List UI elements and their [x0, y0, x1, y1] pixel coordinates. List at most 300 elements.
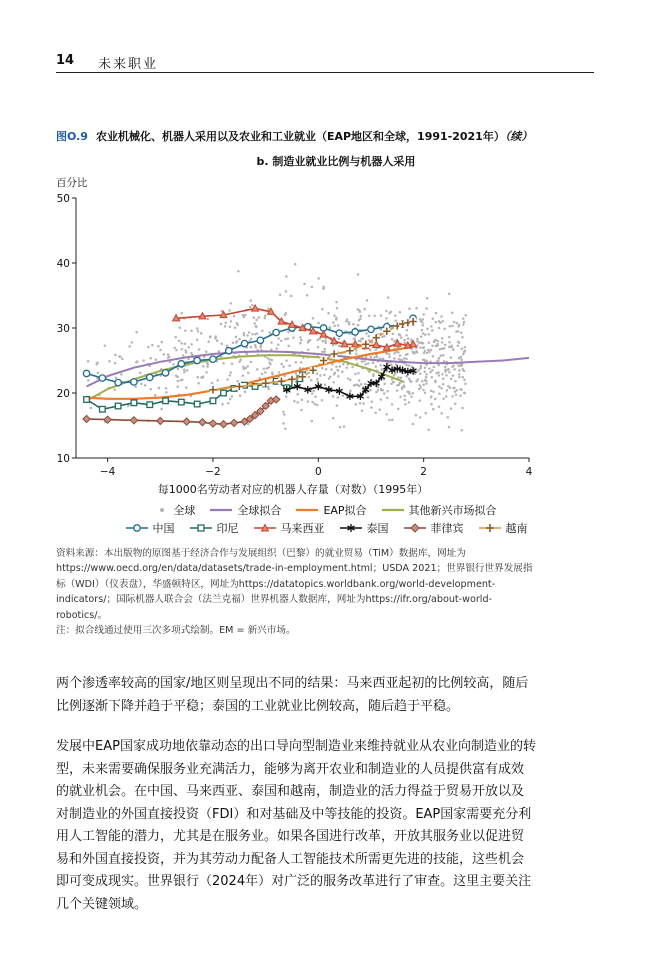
- global-point: [431, 345, 434, 348]
- global-point: [453, 321, 456, 324]
- global-point: [227, 402, 230, 405]
- figure-continued: （续）: [504, 130, 533, 143]
- global-point: [422, 384, 425, 387]
- global-point: [435, 312, 438, 315]
- global-point: [442, 378, 445, 381]
- global-point: [457, 345, 460, 348]
- global-point: [431, 329, 434, 332]
- china-point: [147, 374, 153, 380]
- china-point: [194, 357, 200, 363]
- global-point: [221, 342, 224, 345]
- legend-label-indonesia: 印尼: [216, 522, 239, 535]
- global-point: [400, 336, 403, 339]
- global-point: [114, 354, 117, 357]
- global-point: [421, 329, 424, 332]
- global-point: [317, 277, 320, 280]
- global-point: [284, 314, 287, 317]
- global-point: [244, 367, 247, 370]
- global-point: [231, 362, 234, 365]
- global-point: [342, 395, 345, 398]
- global-point: [246, 365, 249, 368]
- global-point: [430, 349, 433, 352]
- global-point: [419, 341, 422, 344]
- scatter-chart: [56, 190, 556, 500]
- global-point: [438, 374, 441, 377]
- global-point: [324, 340, 327, 343]
- figure-subtitle: b. 制造业就业比例与机器人采用: [256, 155, 416, 168]
- global-point: [196, 376, 199, 379]
- global-point: [416, 338, 419, 341]
- global-point: [426, 327, 429, 330]
- global-point: [323, 348, 326, 351]
- global-point: [371, 400, 374, 403]
- global-point: [201, 376, 204, 379]
- global-point: [454, 402, 457, 405]
- global-point: [178, 340, 181, 343]
- global-point: [256, 332, 259, 335]
- global-point: [437, 359, 440, 362]
- indonesia-point: [131, 400, 137, 406]
- global-point: [321, 308, 324, 311]
- global-point: [370, 406, 373, 409]
- global-point: [328, 377, 331, 380]
- global-point: [357, 372, 360, 375]
- global-point: [267, 308, 270, 311]
- global-point: [236, 322, 239, 325]
- global-point: [327, 312, 330, 315]
- global-point: [325, 368, 328, 371]
- global-point: [461, 336, 464, 339]
- global-point: [230, 320, 233, 323]
- global-point: [285, 290, 288, 293]
- global-point: [160, 341, 163, 344]
- global-point: [280, 363, 283, 366]
- global-point: [438, 357, 441, 360]
- global-point: [442, 354, 445, 357]
- legend-item-china: [125, 520, 175, 536]
- global-point: [306, 294, 309, 297]
- legend-item-vietnam: [478, 520, 528, 536]
- china-line: [87, 318, 414, 382]
- global-point: [405, 364, 408, 367]
- body-paragraph-2: 发展中EAP国家成功地依靠动态的出口导向型制造业来维持就业从农业向制造业的转型，未来需要确保服务业充满活力，能够为离开农业和制造业的人员提供富有成效的就业机会。在中国、马来西亚、泰国和越南，制造业的活力得益于贸易开放以及对制造业的外国直接投资（FDI）和对基础及中等技能的投资。EAP国家需要充分利用人工智能的潜力，尤其是在服务业。如果各国进行改革，开放其服务业以促进贸易和外国直接投资，并为其劳动力配备人工智能技术所需更先进的技能，这些机会即可变成现实。世界银行（2024年）对广泛的服务改革进行了审查。这里主要关注几个关键领域。: [56, 739, 536, 912]
- global-point: [362, 337, 365, 340]
- global-point: [200, 332, 203, 335]
- global-point: [372, 362, 375, 365]
- legend-item-thailand: [339, 520, 389, 536]
- global-point: [317, 346, 320, 349]
- global-fit-line-icon: [209, 505, 233, 515]
- global-point: [175, 349, 178, 352]
- global-point: [459, 394, 462, 397]
- running-title: 未来职业: [98, 57, 159, 72]
- global-point: [277, 343, 280, 346]
- global-point: [422, 324, 425, 327]
- global-point: [368, 315, 371, 318]
- global-point: [321, 367, 324, 370]
- legend-item-global-fit: [209, 502, 281, 518]
- global-point: [406, 329, 409, 332]
- figure-notes: [56, 546, 534, 638]
- global-point: [183, 368, 186, 371]
- china-point: [352, 329, 358, 335]
- x-tick-label: −2: [205, 466, 221, 478]
- legend-label-eap-fit: EAP拟合: [323, 504, 367, 517]
- global-point: [323, 350, 326, 353]
- global-point: [391, 338, 394, 341]
- global-point: [452, 387, 455, 390]
- global-point: [232, 342, 235, 345]
- global-point: [319, 374, 322, 377]
- china-point: [368, 326, 374, 332]
- global-point: [142, 359, 145, 362]
- global-point: [311, 286, 314, 289]
- global-point: [231, 395, 234, 398]
- global-point: [448, 371, 451, 374]
- global-point: [159, 349, 162, 352]
- y-tick-label: 20: [56, 388, 70, 400]
- global-point: [415, 380, 418, 383]
- china-point: [210, 356, 216, 362]
- global-point: [207, 363, 210, 366]
- figure-label: 图O.9: [56, 130, 88, 143]
- global-point: [385, 413, 388, 416]
- vietnam-marker-icon: [478, 523, 502, 533]
- global-point: [421, 380, 424, 383]
- global-point: [251, 304, 254, 307]
- legend-label-global: 全球: [173, 504, 196, 517]
- global-point: [264, 317, 267, 320]
- global-point: [184, 329, 187, 332]
- global-point: [177, 368, 180, 371]
- global-point: [431, 376, 434, 379]
- global-point: [149, 388, 152, 391]
- global-point: [198, 348, 201, 351]
- x-tick-label: 4: [525, 466, 533, 478]
- global-point: [390, 311, 393, 314]
- global-point: [456, 322, 459, 325]
- global-point: [444, 344, 447, 347]
- global-point: [415, 307, 418, 310]
- global-point: [460, 356, 463, 359]
- global-point: [445, 374, 448, 377]
- global-point: [407, 337, 410, 340]
- source-note: 资料来源：本出版物的原图基于经济合作与发展组织（巴黎）的就业贸易（TiM）数据库，网址为https://www.oecd.org/en/data/datasets/trade-in-employment.html；USDA 2021；世界银行世界发展指标（WDI）（仪表盘），华盛顿特区，网址为https://datatopics.worldbank.org/world-development-indicators/；国际机器人联合会（法兰克福）世界机器人数据库，网址为https://ifr.org/about-world-robotics/。: [56, 548, 533, 621]
- global-point: [408, 364, 411, 367]
- global-point: [379, 408, 382, 411]
- global-point: [134, 385, 137, 388]
- legend-row-1: [56, 502, 596, 518]
- global-point: [339, 345, 342, 348]
- global-point: [229, 398, 232, 401]
- global-point: [451, 346, 454, 349]
- global-point: [157, 345, 160, 348]
- global-point: [450, 407, 453, 410]
- global-point: [442, 383, 445, 386]
- global-point: [386, 397, 389, 400]
- global-point: [375, 365, 378, 368]
- indonesia-point: [163, 398, 169, 404]
- global-point: [396, 389, 399, 392]
- global-point: [388, 419, 391, 422]
- global-point: [441, 347, 444, 350]
- global-point: [408, 401, 411, 404]
- global-point: [461, 348, 464, 351]
- global-point: [453, 368, 456, 371]
- global-point: [451, 325, 454, 328]
- global-point: [438, 385, 441, 388]
- global-point: [104, 345, 107, 348]
- figure-title: [56, 128, 532, 144]
- global-point: [285, 275, 288, 278]
- global-point: [440, 315, 443, 318]
- global-point: [174, 347, 177, 350]
- global-point: [431, 369, 434, 372]
- global-point: [229, 371, 232, 374]
- global-point: [155, 358, 158, 361]
- header-rule: [56, 72, 594, 73]
- global-point: [268, 366, 271, 369]
- global-point: [190, 343, 193, 346]
- indonesia-point: [179, 399, 185, 405]
- philippines-point: [209, 420, 216, 427]
- global-point: [450, 356, 453, 359]
- global-point: [444, 371, 447, 374]
- global-point: [434, 398, 437, 401]
- global-point: [332, 417, 335, 420]
- global-point: [419, 367, 422, 370]
- global-point: [181, 348, 184, 351]
- global-point: [416, 351, 419, 354]
- malaysia-marker-icon: [253, 523, 277, 533]
- philippines-point: [230, 419, 237, 426]
- global-point: [425, 376, 428, 379]
- global-point: [435, 372, 438, 375]
- global-point: [333, 314, 336, 317]
- global-point: [363, 308, 366, 311]
- global-point: [282, 422, 285, 425]
- global-point: [451, 312, 454, 315]
- global-point: [440, 387, 443, 390]
- global-point: [97, 372, 100, 375]
- global-point: [268, 388, 271, 391]
- global-point: [184, 349, 187, 352]
- global-point: [250, 338, 253, 341]
- global-point: [87, 379, 90, 382]
- global-point: [279, 294, 282, 297]
- global-point: [229, 326, 232, 329]
- global-point: [209, 336, 212, 339]
- global-point: [264, 371, 267, 374]
- global-point: [405, 375, 408, 378]
- global-point: [367, 335, 370, 338]
- body-paragraph-1: 两个渗透率较高的国家/地区则呈现出不同的结果：马来西亚起初的比例较高，随后比例逐渐下降并趋于平稳；泰国的工业就业比例较高，随后趋于平稳。: [56, 676, 529, 714]
- page-number: 14: [56, 53, 75, 68]
- global-point: [445, 395, 448, 398]
- global-point: [448, 346, 451, 349]
- global-point: [183, 371, 186, 374]
- global-point: [427, 428, 430, 431]
- global-point: [301, 399, 304, 402]
- global-point: [460, 331, 463, 334]
- global-point: [352, 323, 355, 326]
- global-point: [464, 383, 467, 386]
- global-point: [175, 375, 178, 378]
- global-point: [399, 396, 402, 399]
- global-point: [377, 389, 380, 392]
- global-point: [447, 416, 450, 419]
- global-point: [307, 400, 310, 403]
- global-point: [244, 390, 247, 393]
- global-point: [367, 396, 370, 399]
- global-point: [351, 366, 354, 369]
- global-point: [253, 322, 256, 325]
- global-point: [458, 365, 461, 368]
- global-point: [342, 363, 345, 366]
- global-point: [452, 374, 455, 377]
- global-point: [369, 389, 372, 392]
- global-point: [430, 390, 433, 393]
- philippines-point: [130, 417, 137, 424]
- global-point: [324, 383, 327, 386]
- global-point: [205, 371, 208, 374]
- global-point: [268, 362, 271, 365]
- philippines-point: [83, 415, 90, 422]
- global-point: [250, 361, 253, 364]
- global-point: [464, 314, 467, 317]
- global-point: [375, 391, 378, 394]
- global-point: [349, 389, 352, 392]
- global-point: [308, 376, 311, 379]
- global-point: [345, 366, 348, 369]
- global-point: [287, 337, 290, 340]
- global-point: [380, 314, 383, 317]
- global-point: [321, 340, 324, 343]
- global-point: [410, 395, 413, 398]
- global-point: [205, 351, 208, 354]
- global-point: [364, 363, 367, 366]
- global-point: [180, 342, 183, 345]
- legend-item-eap-fit: [295, 502, 366, 518]
- global-point: [393, 374, 396, 377]
- global-point: [136, 360, 139, 363]
- indonesia-point: [194, 401, 200, 407]
- global-point: [393, 340, 396, 343]
- global-point: [341, 371, 344, 374]
- global-point: [408, 308, 411, 311]
- global-point: [379, 364, 382, 367]
- global-point: [149, 357, 152, 360]
- global-point: [310, 379, 313, 382]
- legend-item-malaysia: [253, 520, 325, 536]
- global-point: [237, 380, 240, 383]
- global-point: [311, 420, 314, 423]
- global-point: [332, 344, 335, 347]
- global-point: [432, 390, 435, 393]
- global-point: [420, 365, 423, 368]
- global-point: [405, 358, 408, 361]
- global-point: [165, 387, 168, 390]
- global-point: [196, 339, 199, 342]
- global-point: [114, 362, 117, 365]
- indonesia-point: [100, 406, 106, 412]
- global-point: [411, 392, 414, 395]
- global-point: [419, 416, 422, 419]
- global-point: [108, 360, 111, 363]
- thailand-marker-icon: [339, 523, 363, 533]
- global-point: [435, 321, 438, 324]
- global-point: [358, 340, 361, 343]
- global-point: [387, 296, 390, 299]
- global-point: [95, 363, 98, 366]
- global-point: [403, 339, 406, 342]
- global-point: [462, 376, 465, 379]
- global-point: [332, 395, 335, 398]
- global-point: [462, 323, 465, 326]
- global-point: [317, 322, 320, 325]
- global-point: [381, 368, 384, 371]
- global-point: [147, 346, 150, 349]
- global-point: [458, 369, 461, 372]
- global-point: [356, 383, 359, 386]
- global-point: [423, 346, 426, 349]
- global-point: [427, 333, 430, 336]
- global-point: [226, 378, 229, 381]
- global-point: [251, 333, 254, 336]
- global-point: [165, 391, 168, 394]
- global-point: [360, 383, 363, 386]
- global-point: [399, 311, 402, 314]
- global-point: [307, 348, 310, 351]
- global-point: [294, 263, 297, 266]
- global-point: [400, 377, 403, 380]
- global-point: [365, 332, 368, 335]
- global-point: [118, 355, 121, 358]
- global-point: [253, 316, 256, 319]
- global-point: [359, 310, 362, 313]
- global-point: [440, 412, 443, 415]
- china-point: [226, 348, 232, 354]
- global-point: [362, 402, 365, 405]
- global-point: [261, 330, 264, 333]
- global-point: [174, 336, 177, 339]
- global-point: [455, 330, 458, 333]
- global-point: [280, 339, 283, 342]
- global-point: [461, 407, 464, 410]
- global-point: [337, 375, 340, 378]
- global-point: [139, 372, 142, 375]
- global-point: [276, 347, 279, 350]
- global-point: [422, 342, 425, 345]
- global-point: [420, 386, 423, 389]
- global-point: [197, 382, 200, 385]
- global-point: [355, 353, 358, 356]
- global-point: [261, 373, 264, 376]
- global-point: [370, 356, 373, 359]
- global-point: [448, 426, 451, 429]
- global-point: [435, 339, 438, 342]
- figure-title-text: 农业机械化、机器人采用以及农业和工业就业（EAP地区和全球，1991-2021年）: [95, 130, 505, 143]
- global-point: [463, 392, 466, 395]
- axes-layer: [57, 193, 533, 478]
- global-point: [422, 332, 425, 335]
- global-point: [312, 317, 315, 320]
- global-point: [243, 316, 246, 319]
- global-point: [330, 368, 333, 371]
- indonesia-point: [115, 403, 121, 409]
- global-point: [353, 337, 356, 340]
- legend-item-philippines: [403, 520, 464, 536]
